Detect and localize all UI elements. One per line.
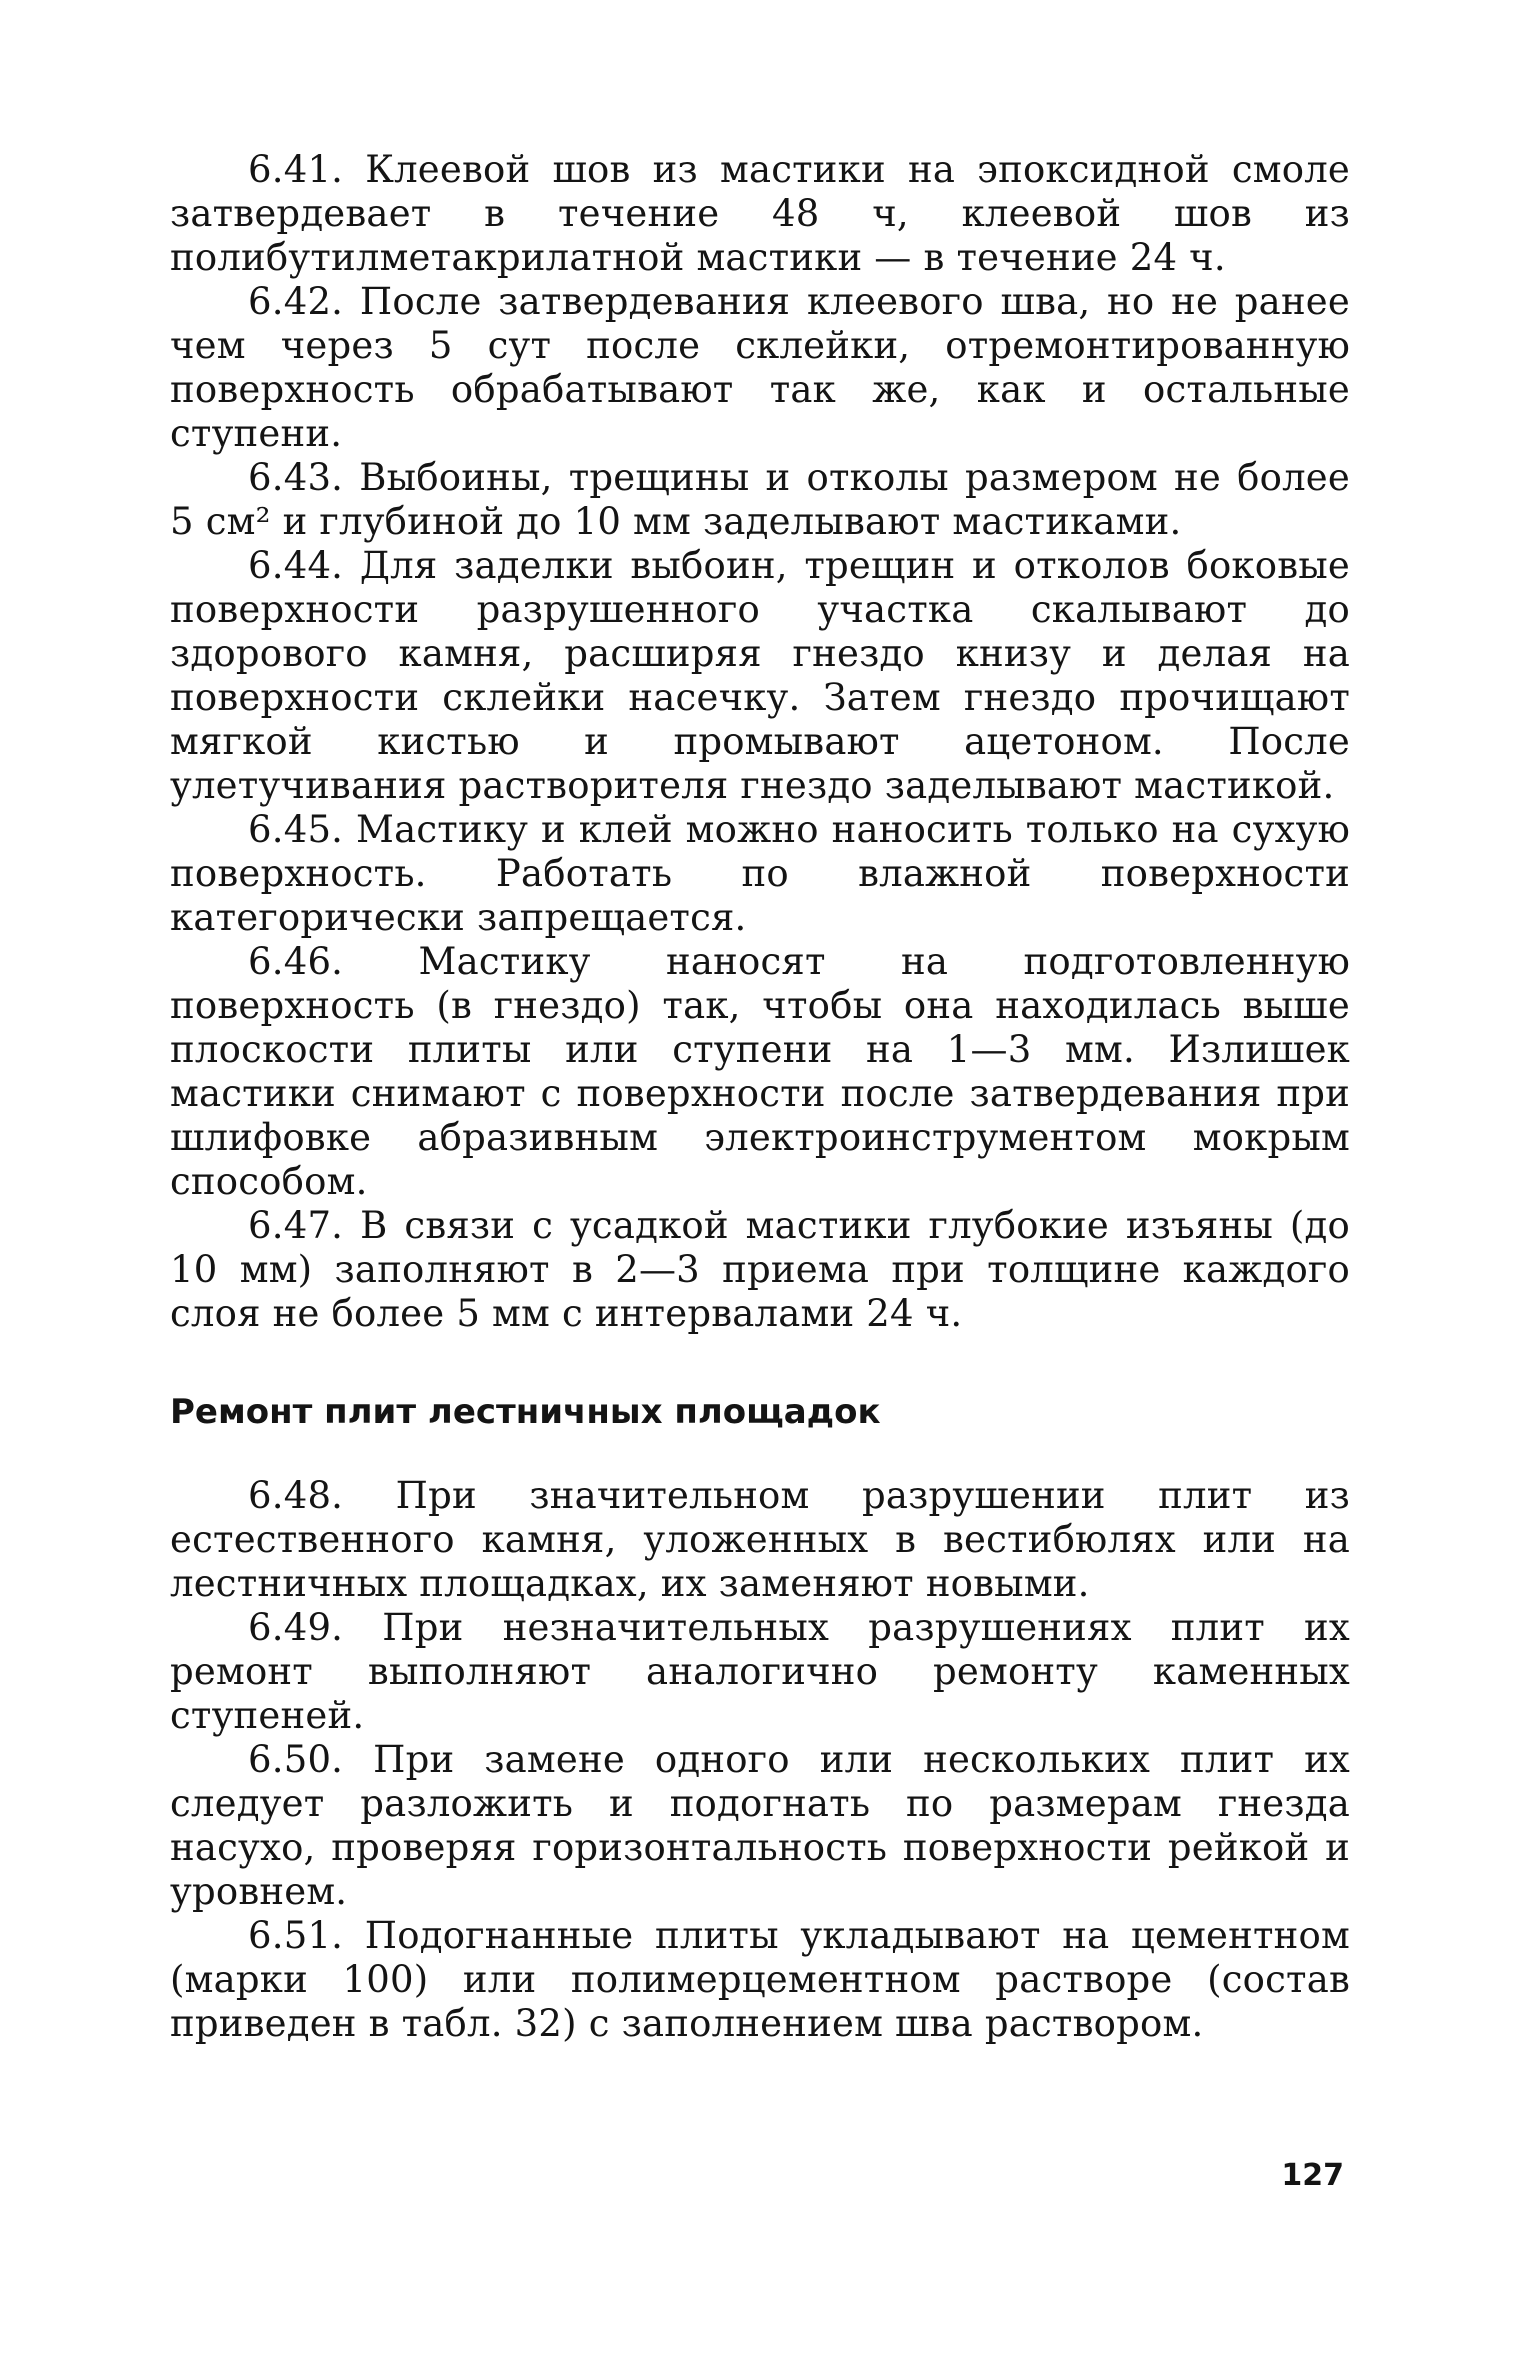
page-content — [170, 148, 1350, 2046]
page-number: 127 — [1281, 2158, 1344, 2193]
paragraph-6-49: 6.49. При незначительных разрушениях плит их ремонт выполняют аналогично ремонту каменных ступеней. — [170, 1606, 1350, 1737]
paragraph-6-45: 6.45. Мастику и клей можно наносить только на сухую поверхность. Работать по влажной поверхности категорически запрещается. — [170, 808, 1350, 939]
section-steps-repair — [170, 148, 1350, 1336]
paragraph-6-50: 6.50. При замене одного или нескольких плит их следует разложить и подогнать по размерам гнезда насухо, проверяя горизонтальность поверхности рейкой и уровнем. — [170, 1738, 1350, 1913]
paragraph-6-44: 6.44. Для заделки выбоин, трещин и отколов боковые поверхности разрушенного участка скалывают до здорового камня, расширяя гнездо книзу и делая на поверхности склейки насечку. Затем гнездо прочищают мягкой кистью и промывают ацетоном. После улетучивания растворителя гнездо заделывают мастикой. — [170, 544, 1350, 807]
paragraph-6-47: 6.47. В связи с усадкой мастики глубокие изъяны (до 10 мм) заполняют в 2—3 приема при толщине каждого слоя не более 5 мм с интервалами 24 ч. — [170, 1204, 1350, 1335]
section-heading: Ремонт плит лестничных площадок — [170, 1392, 881, 1432]
paragraph-6-51: 6.51. Подогнанные плиты укладывают на цементном (марки 100) или полимерцементном растворе (состав приведен в табл. 32) с заполнением шва раствором. — [170, 1914, 1350, 2045]
section-landing-slabs — [170, 1474, 1350, 2046]
paragraph-6-46: 6.46. Мастику наносят на подготовленную поверхность (в гнездо) так, чтобы она находилась выше плоскости плиты или ступени на 1—3 мм. Излишек мастики снимают с поверхности после затвердевания при шлифовке абразивным электроинструментом мокрым способом. — [170, 940, 1350, 1203]
paragraph-6-41: 6.41. Клеевой шов из мастики на эпоксидной смоле затвердевает в течение 48 ч, клеевой шов из полибутилметакрилатной мастики — в течение 24 ч. — [170, 148, 1350, 279]
paragraph-6-48: 6.48. При значительном разрушении плит из естественного камня, уложенных в вестибюлях или на лестничных площадках, их заменяют новыми. — [170, 1474, 1350, 1605]
paragraph-6-43: 6.43. Выбоины, трещины и отколы размером не более 5 см² и глубиной до 10 мм заделывают мастиками. — [170, 456, 1350, 543]
paragraph-6-42: 6.42. После затвердевания клеевого шва, но не ранее чем через 5 сут после склейки, отремонтированную поверхность обрабатывают так же, как и остальные ступени. — [170, 280, 1350, 455]
